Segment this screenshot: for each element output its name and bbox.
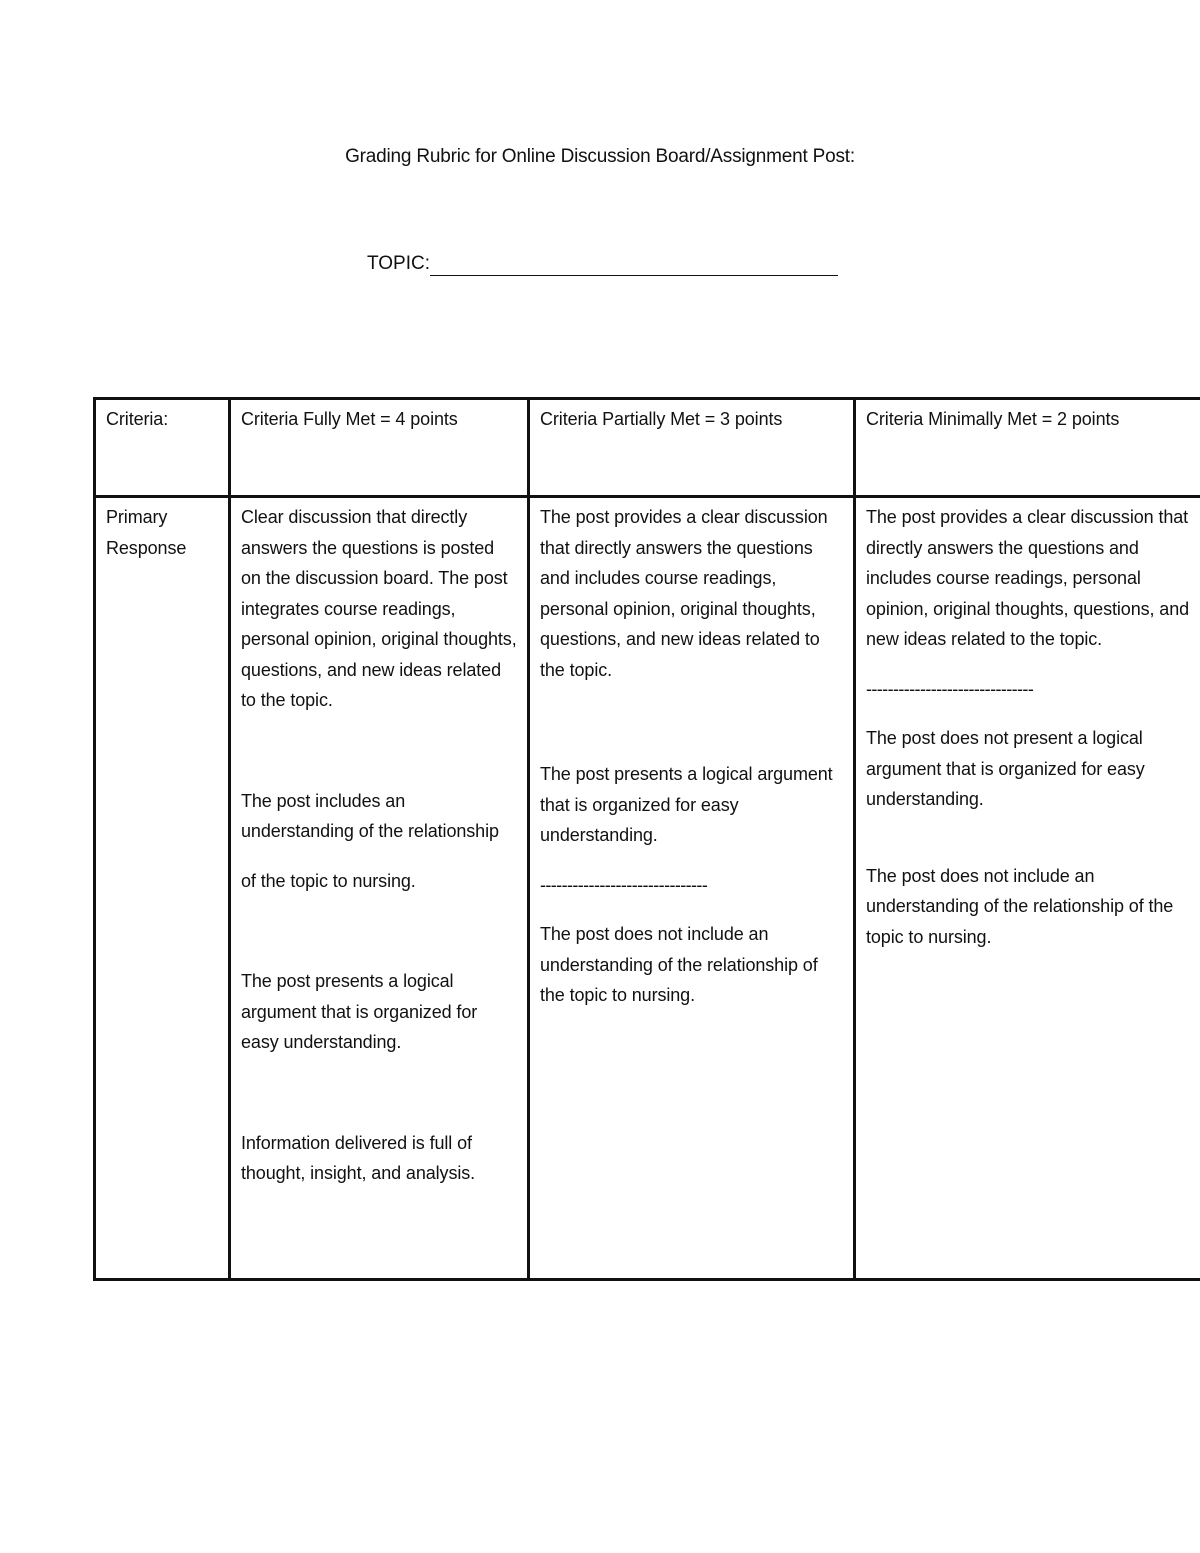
fully-met-text-3: of the topic to nursing. <box>241 870 416 891</box>
page-title: Grading Rubric for Online Discussion Board/Assignment Post: <box>345 146 855 167</box>
minimally-met-text-3: The post does not include an understanding of the relationship of the topic to nursing. <box>866 865 1174 947</box>
header-fully-met: Criteria Fully Met = 4 points <box>230 399 529 497</box>
header-criteria: Criteria: <box>95 399 230 497</box>
minimally-met-cell <box>855 497 1200 1280</box>
fully-met-text-1: Clear discussion that directly answers the questions is posted on the discussion board. The post integrates course readings, personal opinion, original thoughts, questions, and new ideas related to the topic. <box>241 507 517 710</box>
fully-met-text-4: The post presents a logical argument that is organized for easy understanding. <box>241 971 478 1052</box>
fully-met-text-2: The post includes an understanding of the relationship <box>241 790 499 841</box>
minimally-met-text-1: The post provides a clear discussion that directly answers the questions and includes course readings, personal opinion, original thoughts, questions, and new ideas related to the topic. <box>866 507 1190 649</box>
partially-met-divider: ------------------------------- <box>540 874 708 895</box>
table-header-row <box>95 399 1200 497</box>
topic-label: TOPIC: <box>367 253 430 274</box>
fully-met-cell <box>230 497 529 1280</box>
minimally-met-text-2: The post does not present a logical argument that is organized for easy understanding. <box>866 728 1145 809</box>
rubric-table <box>93 397 1200 1281</box>
partially-met-text-2: The post presents a logical argument that is organized for easy understanding. <box>540 764 833 845</box>
table-row <box>95 497 1200 1280</box>
header-partially-met: Criteria Partially Met = 3 points <box>529 399 855 497</box>
topic-field <box>367 252 838 276</box>
topic-blank-line[interactable] <box>430 253 838 276</box>
criteria-cell: Primary Response <box>95 497 230 1280</box>
header-minimally-met: Criteria Minimally Met = 2 points <box>855 399 1200 497</box>
minimally-met-divider: ------------------------------- <box>866 678 1034 699</box>
fully-met-text-5: Information delivered is full of thought, insight, and analysis. <box>241 1132 476 1183</box>
partially-met-cell <box>529 497 855 1280</box>
partially-met-text-3: The post does not include an understanding of the relationship of the topic to nursing. <box>540 924 818 1005</box>
partially-met-text-1: The post provides a clear discussion that directly answers the questions and includes course readings, personal opinion, original thoughts, questions, and new ideas related to the topic. <box>540 507 828 680</box>
